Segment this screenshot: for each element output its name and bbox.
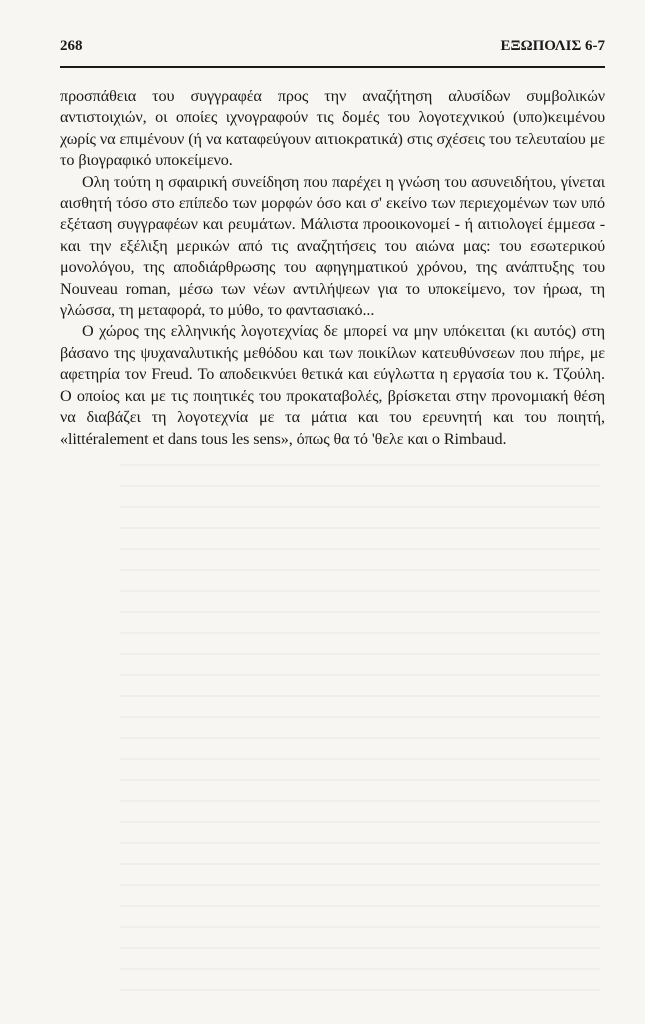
paragraph-3: Ο χώρος της ελληνικής λογοτεχνίας δε μπορεί να μην υπόκειται (κι αυτός) στη βάσανο της ψυχαναλυτικής μεθόδου και των ποικίλων κατευθύνσεων που πήρε, με αφετηρία τον Freud. Το αποδεικνύει θετικά και εύγλωττα η εργασία του κ. Τζούλη. Ο οποίος και με τις ποιητικές του προκαταβολές, βρίσκεται στην προνομιακή θέση να διαβάζει τη λογοτεχνία με τα μάτια και του ερευνητή και του ποιητή, «littéralement et dans tous les sens», όπως θα τό 'θελε και ο Rimbaud. [60,322,605,448]
show-through-texture [120,450,600,1010]
page-header [60,38,605,60]
journal-title: ΕΞΩΠΟΛΙΣ 6-7 [500,38,605,54]
page-number: 268 [60,38,83,54]
body-text [60,86,605,450]
paragraph-1: προσπάθεια του συγγραφέα προς την αναζήτηση αλυσίδων συμβολικών αντιστοιχιών, οι οποίες ιχνογραφούν τις δομές του λογοτεχνικού (υπο)κειμένου χωρίς να επιμένουν (ή να καταφεύγουν αιτιοκρατικά) στις σχέσεις του τελευταίου με το βιογραφικό υποκείμενο. [60,87,605,170]
paragraph-2: Ολη τούτη η σφαιρική συνείδηση που παρέχει η γνώση του ασυνειδήτου, γίνεται αισθητή τόσο στο επίπεδο των μορφών όσο και σ' εκείνο των περιεχομένων των υπό εξέταση συγγραφέων και ρευμάτων. Μάλιστα προοικονομεί - ή αιτιολογεί έμμεσα - και την εξέλιξη μερικών από τις αναζητήσεις του αιώνα μας: του εσωτερικού μονολόγου, της αποδιάρθρωσης του αφηγηματικού χρόνου, της ανάπτυξης του Nouveau roman, μέσω των νέων αντιλήψεων για το υποκείμενο, τον ήρωα, τη γλώσσα, τη μεταφορά, το μύθο, το φαντασιακό... [60,172,605,320]
header-rule [60,66,605,68]
